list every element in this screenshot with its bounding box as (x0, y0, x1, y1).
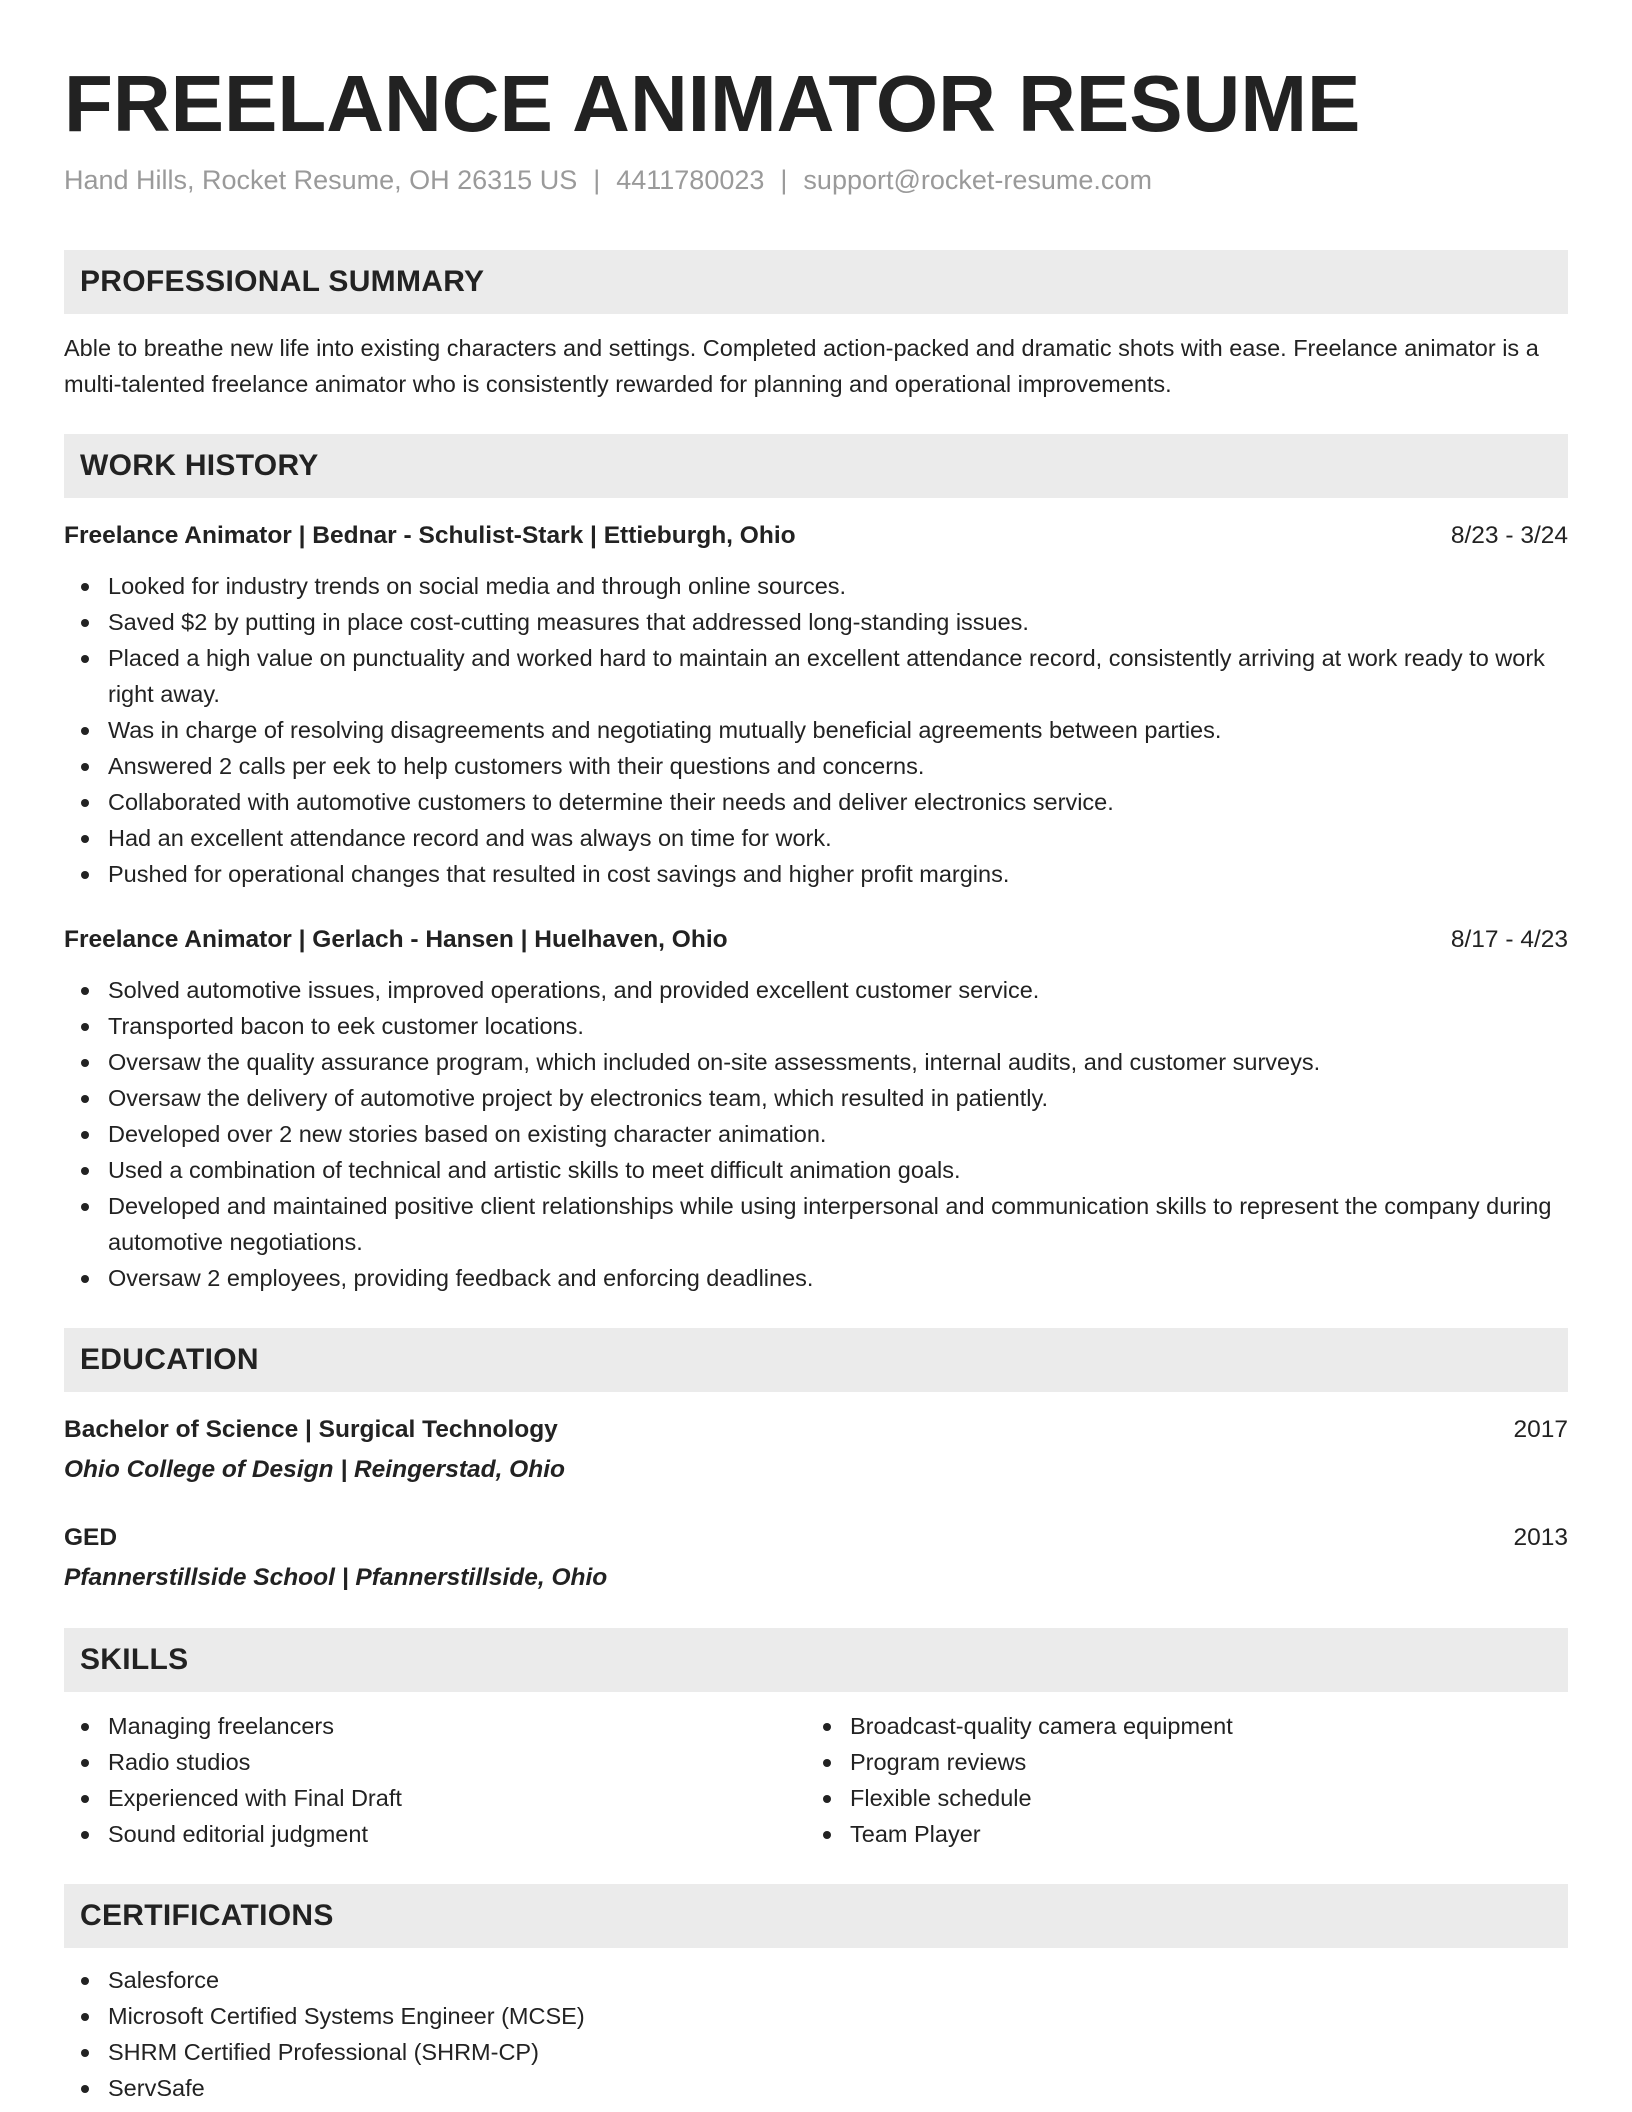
certifications-list (64, 1962, 1568, 2106)
list-item: Saved $2 by putting in place cost-cutting measures that addressed long-standing issues. (64, 604, 1568, 640)
education-year: 2017 (1513, 1416, 1568, 1443)
section-header-certifications: CERTIFICATIONS (64, 1884, 1568, 1948)
education-degree: Bachelor of Science | Surgical Technology (64, 1416, 558, 1443)
resume-title: FREELANCE ANIMATOR RESUME (64, 59, 1361, 148)
list-item: Collaborated with automotive customers to determine their needs and deliver electronics service. (64, 784, 1568, 820)
job-title: Freelance Animator | Gerlach - Hansen | Huelhaven, Ohio (64, 926, 728, 953)
education-school: Pfannerstillside School | Pfannerstillside, Ohio (64, 1564, 608, 1591)
job-title: Freelance Animator | Bednar - Schulist-Stark | Ettieburgh, Ohio (64, 522, 796, 549)
job-dates: 8/17 - 4/23 (1450, 926, 1568, 953)
list-item: Developed and maintained positive client relationships while using interpersonal and communication skills to represent the company during automotive negotiations. (64, 1188, 1568, 1260)
list-item: Oversaw the delivery of automotive project by electronics team, which resulted in patiently. (64, 1080, 1568, 1116)
education-school: Ohio College of Design | Reingerstad, Ohio (64, 1456, 565, 1483)
skill-item: Experienced with Final Draft (64, 1780, 806, 1816)
list-item: Placed a high value on punctuality and worked hard to maintain an excellent attendance record, consistently arriving at work ready to work right away. (64, 640, 1568, 712)
skill-item: Radio studios (64, 1744, 806, 1780)
education-header (64, 1520, 1568, 1556)
skill-item: Flexible schedule (806, 1780, 1548, 1816)
list-item: Answered 2 calls per eek to help customers with their questions and concerns. (64, 748, 1568, 784)
skills-column-left (64, 1708, 806, 1852)
job-header (64, 518, 1568, 554)
list-item: Solved automotive issues, improved operations, and provided excellent customer service. (64, 972, 1568, 1008)
certification-item: SHRM Certified Professional (SHRM-CP) (64, 2034, 1568, 2070)
list-item: Was in charge of resolving disagreements and negotiating mutually beneficial agreements between parties. (64, 712, 1568, 748)
certification-item: Microsoft Certified Systems Engineer (MCSE) (64, 1998, 1568, 2034)
skill-item: Sound editorial judgment (64, 1816, 806, 1852)
education-entry (64, 1520, 1568, 1596)
list-item: Oversaw the quality assurance program, which included on-site assessments, internal audits, and customer surveys. (64, 1044, 1568, 1080)
list-item: Pushed for operational changes that resulted in cost savings and higher profit margins. (64, 856, 1568, 892)
job-bullets (64, 568, 1568, 892)
list-item: Looked for industry trends on social media and through online sources. (64, 568, 1568, 604)
education-degree: GED (64, 1524, 118, 1551)
list-item: Developed over 2 new stories based on existing character animation. (64, 1116, 1568, 1152)
skills-column-right (806, 1708, 1548, 1852)
section-header-education: EDUCATION (64, 1328, 1568, 1392)
job-entry (64, 518, 1568, 892)
section-header-skills: SKILLS (64, 1628, 1568, 1692)
list-item: Used a combination of technical and artistic skills to meet difficult animation goals. (64, 1152, 1568, 1188)
list-item: Had an excellent attendance record and was always on time for work. (64, 820, 1568, 856)
job-header (64, 922, 1568, 958)
list-item: Transported bacon to eek customer locations. (64, 1008, 1568, 1044)
contact-email: support@rocket-resume.com (803, 165, 1152, 195)
contact-separator: | (780, 165, 788, 195)
summary-text: Able to breathe new life into existing characters and settings. Completed action-packed and dramatic shots with ease. Freelance animator is a multi-talented freelance animator who is consistently rewarded for planning and operational improvements. (64, 335, 1539, 397)
skills-grid (64, 1708, 1568, 1852)
contact-line (64, 162, 1568, 198)
job-dates: 8/23 - 3/24 (1450, 522, 1568, 549)
skill-item: Broadcast-quality camera equipment (806, 1708, 1548, 1744)
certification-item: ServSafe (64, 2070, 1568, 2106)
education-year: 2013 (1513, 1524, 1568, 1551)
contact-address: Hand Hills, Rocket Resume, OH 26315 US (64, 165, 578, 195)
section-header-summary: PROFESSIONAL SUMMARY (64, 250, 1568, 314)
education-header (64, 1412, 1568, 1448)
job-entry (64, 922, 1568, 1296)
certification-item: Salesforce (64, 1962, 1568, 1998)
contact-phone: 4411780023 (616, 165, 765, 195)
job-bullets (64, 972, 1568, 1296)
skill-item: Program reviews (806, 1744, 1548, 1780)
education-entry (64, 1412, 1568, 1488)
skill-item: Managing freelancers (64, 1708, 806, 1744)
contact-separator: | (593, 165, 601, 195)
section-header-work-history: WORK HISTORY (64, 434, 1568, 498)
skill-item: Team Player (806, 1816, 1548, 1852)
list-item: Oversaw 2 employees, providing feedback and enforcing deadlines. (64, 1260, 1568, 1296)
